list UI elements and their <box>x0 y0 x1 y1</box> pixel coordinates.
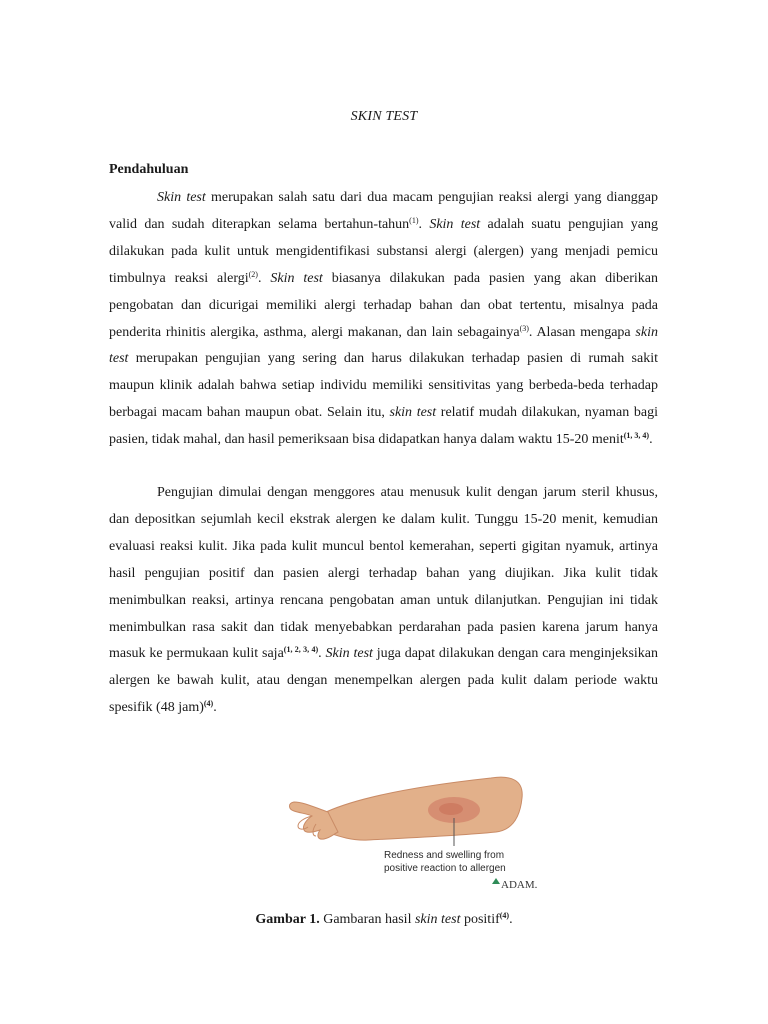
figure-label-line2: positive reaction to allergen <box>384 863 506 874</box>
arm-illustration <box>286 772 546 897</box>
term-skin-test: Skin test <box>325 646 373 662</box>
paragraph-text: relatif mudah dilakukan, nyaman bagi pasien, tidak mahal, dan hasil pemeriksaan bisa didapatkan hanya dalam waktu 15-20 menit <box>109 405 658 448</box>
citation-ref: (4) <box>203 699 214 709</box>
citation-ref: (1, 3, 4) <box>623 431 650 441</box>
paragraph-text: Alasan mengapa <box>532 324 636 340</box>
sentence-separator: . <box>257 270 271 286</box>
paragraph-text: biasanya dilakukan pada pasien yang akan diberikan pengobatan dan dicurigai memiliki alergi terhadap bahan dan obat tertentu, misalnya pada penderita rhinitis alergika, asthma, alergi makanan, dan lain sebagainya <box>109 270 659 340</box>
figure-caption <box>0 912 768 928</box>
sentence-separator: . <box>528 324 533 340</box>
paragraph-text: juga dapat dilakukan dengan cara menginjeksikan alergen ke bawah kulit, atau dengan menempelkan alergen pada kulit dalam periode waktu spesifik (48 jam) <box>109 646 659 716</box>
hand-shape <box>290 802 339 839</box>
term-skin-test: Skin test <box>157 190 206 205</box>
citation-ref: (3) <box>519 323 529 333</box>
term-skin-test: skin test <box>414 912 461 927</box>
adam-watermark-text: ADAM. <box>501 879 538 891</box>
paragraph-introduction <box>109 185 658 454</box>
document-title: SKIN TEST <box>350 109 418 124</box>
sentence-separator: . <box>509 912 513 927</box>
citation-ref: (2) <box>248 269 258 279</box>
section-heading: Pendahuluan <box>109 162 189 177</box>
swelling-area <box>439 803 463 815</box>
citation-ref: (1) <box>409 215 419 225</box>
figure-label-line1: Redness and swelling from <box>384 850 505 861</box>
paragraph-procedure <box>109 480 658 722</box>
term-skin-test: Skin test <box>429 216 481 232</box>
caption-text: positif <box>460 912 500 927</box>
citation-ref: (4) <box>499 911 510 920</box>
sentence-separator: . <box>318 646 326 662</box>
forearm-shape <box>326 777 522 840</box>
sentence-separator: . <box>418 216 430 232</box>
term-skin-test: skin test <box>109 324 658 367</box>
caption-text: Gambaran hasil <box>319 912 415 927</box>
sentence-separator: . <box>213 700 217 716</box>
paragraph-text: merupakan salah satu dari dua macam pengujian reaksi alergi yang dianggap valid dan sudah diterapkan selama bertahun-tahun <box>109 190 658 232</box>
sentence-separator: . <box>649 432 653 448</box>
citation-ref: (1, 2, 3, 4) <box>283 645 319 655</box>
term-skin-test: Skin test <box>270 270 323 286</box>
paragraph-text: merupakan pengujian yang sering dan harus dilakukan terhadap pasien di rumah sakit maupun klinik adalah bahwa setiap individu memiliki sensitivitas yang berbeda-beda terhadap berbagai macam bahan maupun obat. Selain itu, <box>109 351 658 421</box>
adam-leaf-icon <box>492 878 500 884</box>
paragraph-text: Pengujian dimulai dengan menggores atau menusuk kulit dengan jarum steril khusus, dan depositkan sejumlah kecil ekstrak alergen ke dalam kulit. Tunggu 15-20 menit, kemudian evaluasi reaksi kulit. Jika pada kulit muncul bentol kemerahan, seperti gigitan nyamuk, artinya hasil pengujian positif dan pasien alergi terhadap bahan yang diujikan. Jika kulit tidak menimbulkan reaksi, artinya rencana pengobatan aman untuk dilanjutkan. Pengujian ini tidak menimbulkan rasa sakit dan tidak menyebabkan perdarahan pada pasien karena jarum hanya masuk ke permukaan kulit saja <box>109 485 658 662</box>
paragraph-text: adalah suatu pengujian yang dilakukan pada kulit untuk mengidentifikasi substansi alergi (alergen) yang menjadi pemicu timbulnya reaksi alergi <box>109 216 658 286</box>
skin-test-figure <box>286 772 546 897</box>
term-skin-test: skin test <box>389 405 437 421</box>
adam-logo <box>492 878 538 891</box>
caption-label: Gambar 1. <box>255 912 320 927</box>
